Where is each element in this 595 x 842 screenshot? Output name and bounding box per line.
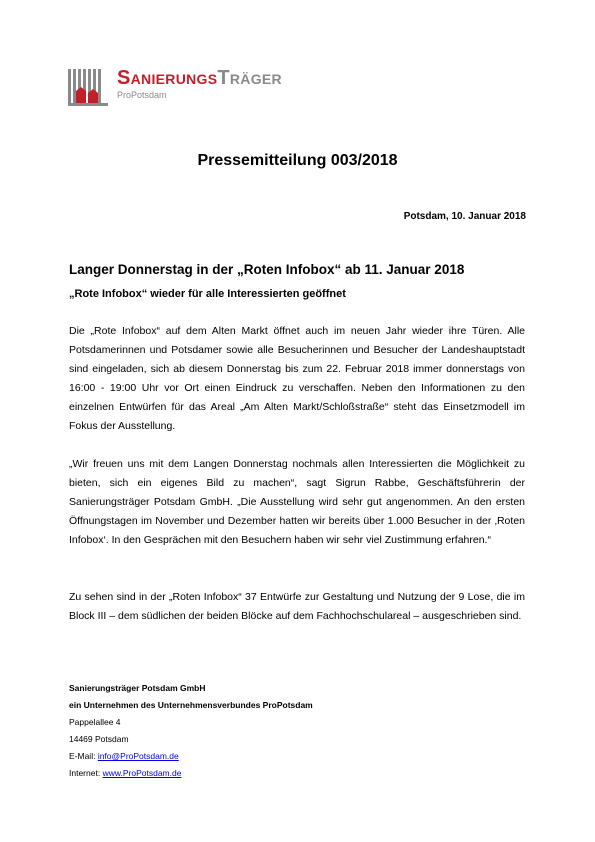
email-label: E-Mail:: [69, 751, 98, 761]
logo-wordmark: [117, 67, 282, 89]
web-label: Internet:: [69, 768, 103, 778]
email-link[interactable]: info@ProPotsdam.de: [97, 751, 179, 761]
headline: Langer Donnerstag in der „Roten Infobox“ ab 11. Januar 2018: [69, 262, 465, 277]
company-logo: [68, 67, 338, 107]
contact-group: ein Unternehmen des Unternehmensverbundes ProPotsdam: [69, 700, 313, 710]
contact-city: 14469 Potsdam: [69, 734, 129, 744]
logo-name-gray: Träger: [217, 67, 282, 89]
contact-web-row: [69, 765, 313, 782]
body-paragraph-1: Die „Rote Infobox“ auf dem Alten Markt öffnet auch im neuen Jahr wieder ihre Türen. Alle Potsdamerinnen und Potsdamer sowie alle Besucherinnen und Besucher der Landeshauptstadt sind eingeladen, sich ab diesem Donnerstag bis zum 22. Februar 2018 immer donnerstags von 16:00 - 19:00 Uhr vor Ort einen Eindruck zu verschaffen. Neben den Informationen zu den einzelnen Entwürfen für das Areal „Am Alten Markt/Schloßstraße“ steht das Einsetzmodell im Fokus der Ausstellung.: [69, 325, 525, 432]
contact-street: Pappelallee 4: [69, 717, 121, 727]
contact-email-row: [69, 748, 313, 765]
logo-name-red: Sanierungs: [117, 67, 218, 89]
contact-company: Sanierungsträger Potsdam GmbH: [69, 683, 206, 693]
subheadline: „Rote Infobox“ wieder für alle Interessierten geöffnet: [69, 288, 346, 300]
page-title: Pressemitteilung 003/2018: [197, 152, 398, 169]
body-paragraph-3: Zu sehen sind in der „Roten Infobox“ 37 Entwürfe zur Gestaltung und Nutzung der 9 Lose, die im Block III – dem südlichen der beiden Blöcke auf dem Fachhochschulareal – ausgeschrieben sind.: [69, 591, 525, 622]
press-date: Potsdam, 10. Januar 2018: [403, 211, 526, 222]
website-link[interactable]: www.ProPotsdam.de: [102, 768, 182, 778]
body-paragraph-2: „Wir freuen uns mit dem Langen Donnerstag nochmals allen Interessierten die Möglichkeit zu bieten, sich ein eigenes Bild zu machen“, sagt Sigrun Rabbe, Geschäftsführerin der Sanierungsträger Potsdam GmbH. „Die Ausstellung wird sehr gut angenommen. An den ersten Öffnungstagen im November und Dezember hatten wir bereits über 1.000 Besucher in der ‚Roten Infobox‘. In den Gesprächen mit den Besuchern haben wir sehr viel Zustimmung erfahren.“: [69, 458, 525, 546]
contact-block: [69, 680, 313, 782]
building-columns-logo-icon: [68, 69, 108, 106]
logo-subtitle: ProPotsdam: [117, 90, 167, 100]
